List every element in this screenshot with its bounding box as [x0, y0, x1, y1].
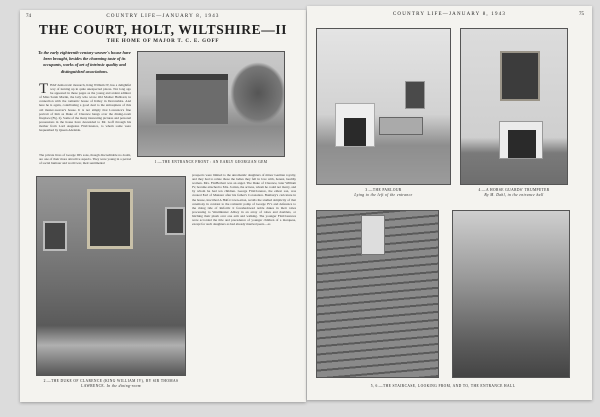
- drop-cap: T: [39, 83, 49, 97]
- running-header: COUNTRY LIFE—JANUARY 8, 1943: [392, 12, 507, 17]
- portrait-frame: [87, 189, 133, 249]
- intro-text: To the early eighteenth-century weaver's house have been brought, besides the charming taste of its occupants, works of art of intrinsic quality and distinguished associations.: [38, 50, 131, 74]
- body-text-col2: prospects were limited to the unromantic daughters of minor German royalty, and they had to relate those the ladies they fell in love with, honest, healthy women. Mrs. FitzHerbert was an angel. The Duke of Clarence, later William IV, became attached to Mrs. Jordan, the actress, whom he could not marry, and by whom he had ten children. George FitzClarence, the eldest son, was created Earl of Munster after his father's Coronation. Bunbury's caricature in the house, inscribed A Half-Crown-ation, recalls the studied simplicity of that ceremony in contrast to the romantic pomp of George IV's and deference to the rising tide of Reform: it foreshadowed noble dukes in their robes processing to Westminster Abbey in an array of robes and doublets, or hitching their plush over one arm and walking. The younger FitzClarences were accorded the title and precedence of younger children of a marquess, except for such daughters as had already married peers—as: [192, 173, 296, 227]
- staircase-photo-to-hall: [452, 210, 570, 378]
- fig56-caption: 5, 6.—THE STAIRCASE, LOOKING FROM, AND TO, THE ENTRANCE HALL: [370, 384, 516, 388]
- house-facade: [156, 74, 228, 124]
- duke-of-clarence-portrait-photo: [36, 176, 186, 376]
- entrance-front-photo: [137, 51, 285, 157]
- portrait-frame: [500, 51, 540, 101]
- tree: [230, 62, 285, 124]
- fig2-caption: 2.—THE DUKE OF CLARENCE (KING WILLIAM IV), BY SIR THOMAS LAWRENCE. In the dining-room: [43, 379, 179, 388]
- left-page: [20, 10, 306, 402]
- right-page: [307, 6, 592, 400]
- painting: [405, 81, 425, 109]
- fireplace: [499, 121, 543, 159]
- fig4-caption: 4.—A HORSE GUARDS' TRUMPETER By M. Dahl, in the entrance hall: [478, 188, 550, 197]
- parlour-photo: [316, 28, 451, 185]
- fig3-caption: 3.—THE PARLOUR Lying to the left of the entrance: [354, 188, 413, 197]
- small-portrait: [43, 221, 67, 251]
- article-title: THE COURT, HOLT, WILTSHIRE—II: [38, 22, 288, 37]
- fireplace: [335, 103, 375, 147]
- running-header: COUNTRY LIFE—JANUARY 8, 1943: [106, 14, 220, 19]
- body-text-col1: [39, 83, 131, 153]
- article-subtitle: THE HOME OF MAJOR T. C. E. GOFF: [106, 39, 220, 44]
- fig1-caption: 1.—THE ENTRANCE FRONT : AN EARLY GEORGIAN GEM: [154, 160, 268, 164]
- page-number: 75: [579, 12, 584, 17]
- small-portrait: [165, 207, 185, 235]
- settee: [379, 117, 423, 135]
- body-text-col1b: The private lives of George III's sons, though discreditable no doubt, are one of their more attractive aspects. They were young in a period of social humour and world war, their sentimental: [39, 153, 131, 166]
- staircase-photo-from-hall: [316, 210, 439, 378]
- page-number: 74: [26, 14, 31, 19]
- trumpeter-painting-photo: [460, 28, 568, 185]
- body-paragraph: HAT democratic monarch, King William IV, has a delightful way of turning up in quite unexpected places. Not long ago he appeared in these pages as the young and ardent admirer of Miss Sarah Martin, the lady who wrote Old Mother Hubbard, in connection with the romantic house of Kitley in Devonshire. And here he is again, contributing a good deal to the atmosphere of this old master-weaver's house. It is not simply that Lawrence's fine portrait of him as Duke of Clarence hangs over the dining-room fireplace (Fig. 2). Some of the many interesting pictures and personal possessions in the house have descended to Mr. Goff through his mother from Lord Augustus FitzClarence, to whom some were bequeathed by Queen Adelaide.: [39, 83, 131, 133]
- window: [361, 215, 385, 255]
